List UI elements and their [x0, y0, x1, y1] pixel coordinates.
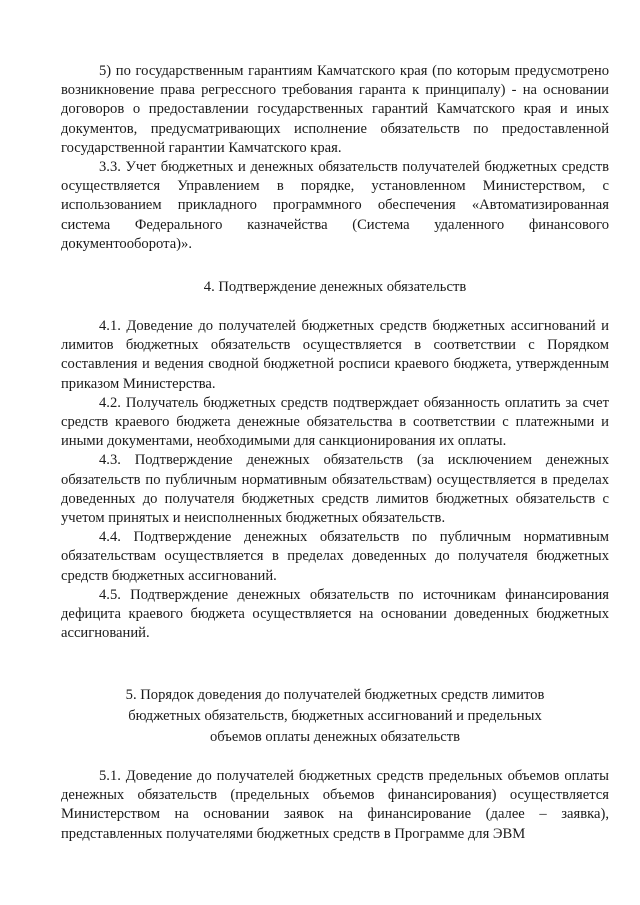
paragraph-5-1: 5.1. Доведение до получателей бюджетных средств предельных объемов оплаты денежных обязательств (предельных объемов финансирования) осуществляется Министерством на основании заявок на финансирование (далее – заявка), представленных получателями бюджетных средств в Программе для ЭВМ [61, 768, 609, 842]
section-5-title-line-2: бюджетных обязательств, бюджетных ассигнований и предельных [128, 708, 542, 724]
paragraph-4-5: 4.5. Подтверждение денежных обязательств по источникам финансирования дефицита краевого бюджета осуществляется на основании доведенных бюджетных ассигнований. [61, 586, 609, 642]
paragraph-3-2-item-5: 5) по государственным гарантиям Камчатского края (по которым предусмотрено возникновение права регрессного требования гаранта к принципалу) - на основании договоров о предоставлении государственных гарантий Камчатского края и иных документов, предусматривающих исполнение обязательств по предоставленной государственной гарантии Камчатского края. [61, 63, 609, 156]
paragraph-4-1: 4.1. Доведение до получателей бюджетных средств бюджетных ассигнований и лимитов бюджетных обязательств осуществляется в соответствии с Порядком составления и ведения сводной бюджетной росписи краевого бюджета, утвержденным приказом Министерства. [61, 318, 609, 392]
section-5-body [61, 767, 609, 844]
section-4-heading [61, 277, 609, 298]
paragraph-4-2: 4.2. Получатель бюджетных средств подтверждает обязанность оплатить за счет средств краевого бюджета денежные обязательства в соответствии с платежными и иными документами, необходимыми для санкционирования их оплаты. [61, 394, 609, 450]
paragraph-3-3: 3.3. Учет бюджетных и денежных обязательств получателей бюджетных средств осуществляется Управлением в порядке, установленном Министерством, с использованием прикладного программного обеспечения «Автоматизированная система Федерального казначейства (Система удаленного финансового документооборота)». [61, 159, 609, 252]
section-4-title: 4. Подтверждение денежных обязательств [203, 279, 467, 295]
section-4-body [61, 317, 609, 643]
paragraph-4-3: 4.3. Подтверждение денежных обязательств (за исключением денежных обязательств по публичным нормативным обязательствам) осуществляется в пределах доведенных до получателя бюджетных средств лимитов бюджетных обязательств с учетом принятых и неисполненных бюджетных обязательств. [61, 452, 609, 527]
section-5-heading [61, 685, 609, 748]
section-5-title-line-3: объемов оплаты денежных обязательств [209, 729, 461, 745]
paragraph-4-4: 4.4. Подтверждение денежных обязательств по публичным нормативным обязательствам осуществляется в пределах доведенных до получателя бюджетных средств бюджетных ассигнований. [61, 529, 609, 584]
section-3-end [61, 62, 609, 254]
section-5-title-line-1: 5. Порядок доведения до получателей бюджетных средств лимитов [125, 687, 545, 703]
